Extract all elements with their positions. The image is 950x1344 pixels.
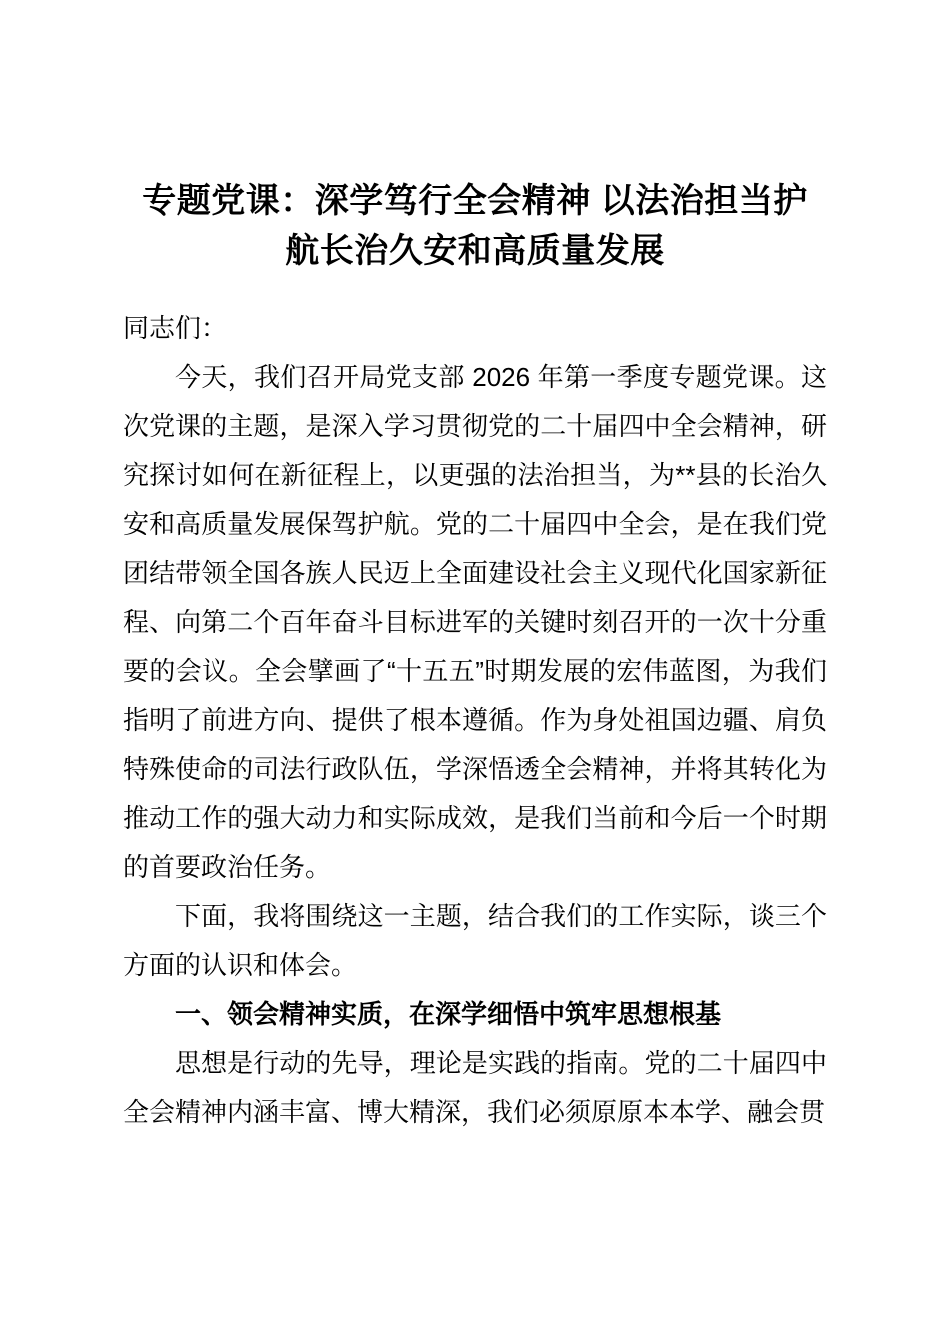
title-line-2: 航长治久安和高质量发展 bbox=[285, 232, 665, 270]
paragraph-section1-body: 思想是行动的先导，理论是实践的指南。党的二十届四中全会精神内涵丰富、博大精深，我们必须原原本本学、融会贯 bbox=[123, 1048, 827, 1127]
paragraph-intro: 今天，我们召开局党支部 2026 年第一季度专题党课。这次党课的主题，是深入学习贯彻党的二十届四中全会精神，研究探讨如何在新征程上，以更强的法治担当，为**县的长治久安和高质量发展保驾护航。党的二十届四中全会，是在我们党团结带领全国各族人民迈上全面建设社会主义现代化国家新征程、向第二个百年奋斗目标进军的关键时刻召开的一次十分重要的会议。全会擘画了“十五五”时期发展的宏伟蓝图，为我们指明了前进方向、提供了根本遵循。作为身处祖国边疆、肩负特殊使命的司法行政队伍，学深悟透全会精神，并将其转化为推动工作的强大动力和实际成效，是我们当前和今后一个时期的首要政治任务。 bbox=[123, 362, 827, 882]
section-heading-1: 一、领会精神实质，在深学细悟中筑牢思想根基 bbox=[175, 999, 722, 1029]
document-title bbox=[123, 176, 827, 276]
title-line-1: 专题党课：深学笃行全会精神 以法治担当护 bbox=[142, 182, 808, 220]
document-body bbox=[123, 304, 827, 1137]
paragraph-transition: 下面，我将围绕这一主题，结合我们的工作实际，谈三个方面的认识和体会。 bbox=[123, 901, 827, 980]
salutation: 同志们： bbox=[123, 313, 228, 343]
